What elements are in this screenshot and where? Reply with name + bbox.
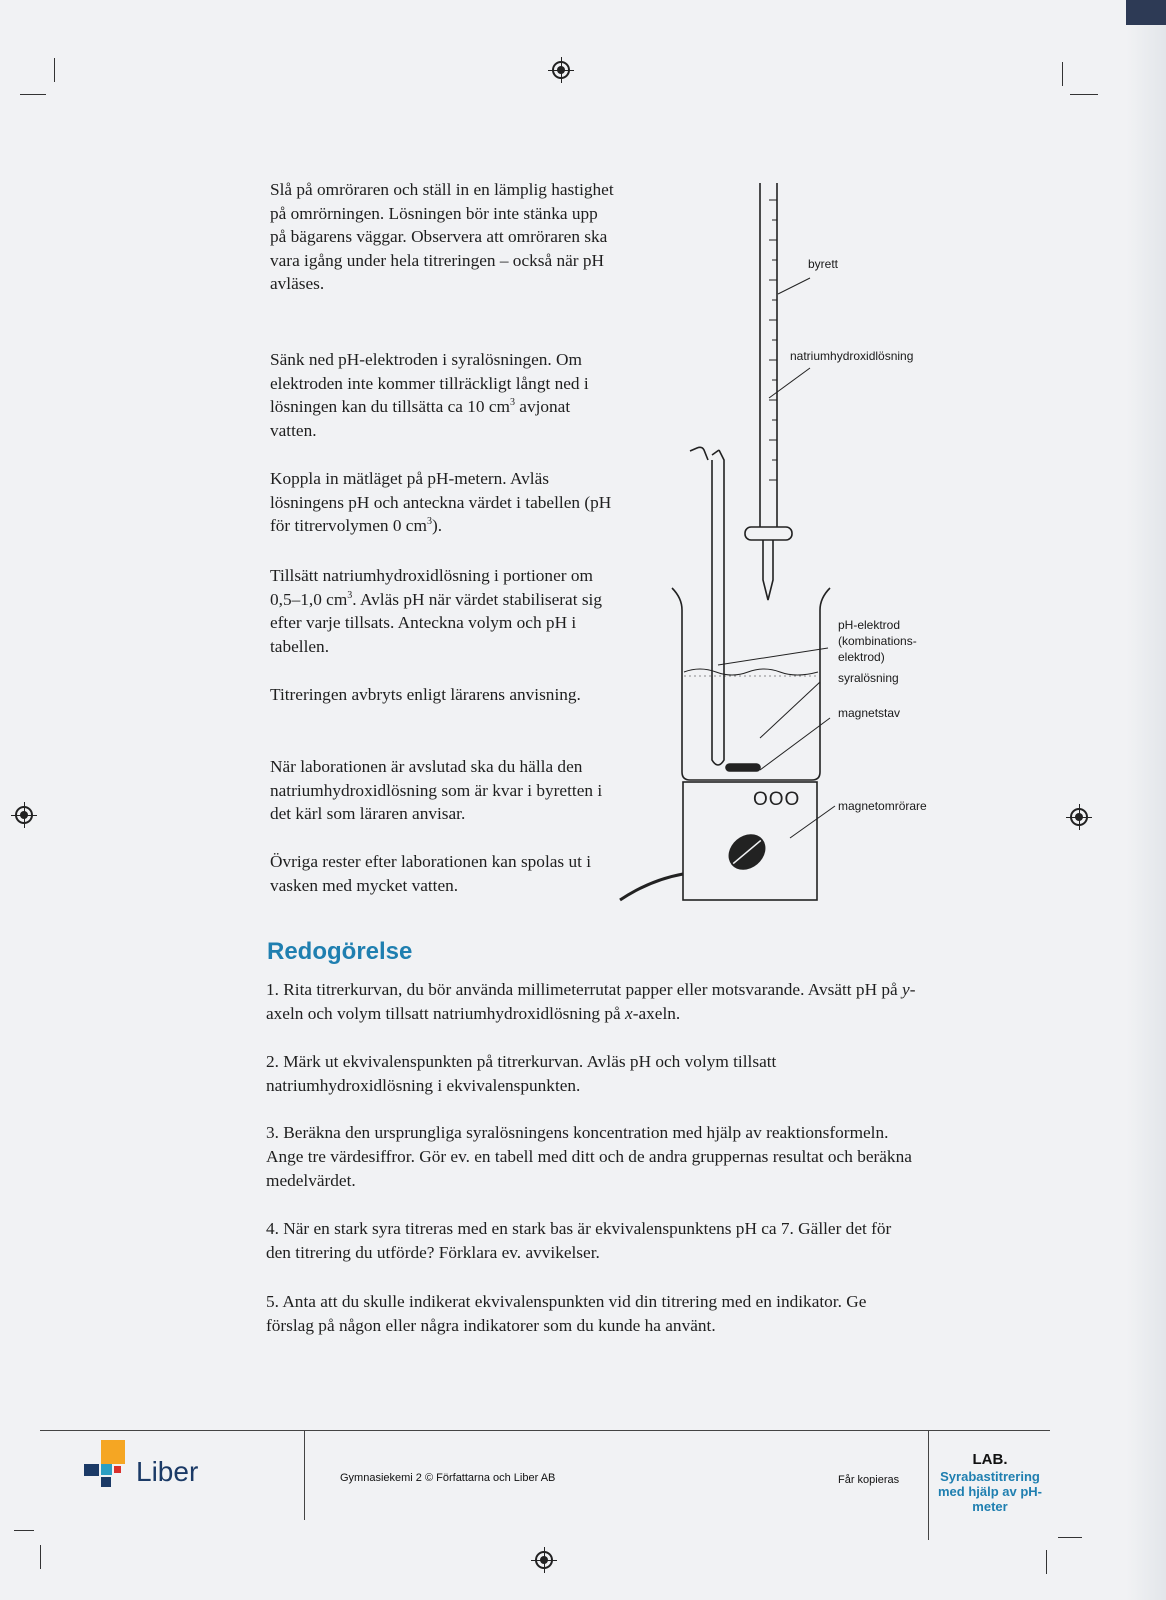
page-edge bbox=[1126, 0, 1166, 1600]
crop-mark bbox=[54, 58, 55, 82]
instruction-waste: Övriga rester efter laborationen kan spolas ut i vasken med mycket vatten. bbox=[270, 852, 592, 895]
crop-mark bbox=[1062, 62, 1063, 86]
burette-stopcock bbox=[745, 527, 792, 540]
label-magnetomrorare: magnetomrörare bbox=[838, 799, 927, 813]
titration-diagram bbox=[600, 170, 850, 910]
instruction-electrode: Sänk ned pH-elektroden i syralösningen. Om elektroden inte kommer tillräckligt långt ned i lösningen kan du tillsätta ca 10 $cm^3$ avjonat vatten. bbox=[270, 350, 589, 440]
instruction-add-naoh: Tillsätt natriumhydroxidlösning i portioner om 0,5–1,0 $cm^3$. Avläs pH när värdet stabiliserat sig efter varje tillsats. Anteckna volym och pH i tabellen. bbox=[270, 566, 602, 656]
crop-mark bbox=[14, 1530, 34, 1531]
registration-mark bbox=[15, 806, 33, 824]
stirrer-buttons: OOO bbox=[753, 789, 801, 810]
registration-mark bbox=[552, 61, 570, 79]
label-syralosning: syralösning bbox=[838, 671, 899, 685]
report-question-2: 2. Märk ut ekvivalenspunkten på titrerkurvan. Avläs pH och volym tillsatt natriumhydroxidlösning i ekvivalenspunkten. bbox=[266, 1052, 777, 1095]
crop-mark bbox=[1046, 1550, 1047, 1574]
crop-mark bbox=[1058, 1537, 1082, 1538]
crop-mark bbox=[1070, 94, 1098, 95]
logo-square-teal bbox=[101, 1464, 112, 1475]
copy-permission: Får kopieras bbox=[838, 1474, 900, 1486]
ph-electrode bbox=[712, 450, 724, 765]
label-byrett: byrett bbox=[808, 257, 839, 271]
acid-solution bbox=[684, 669, 818, 675]
registration-mark bbox=[1070, 808, 1088, 826]
magnetic-stir-bar bbox=[726, 764, 760, 771]
instruction-cleanup: När laborationen är avslutad ska du hälla den natriumhydroxidlösning som är kvar i byretten i det kärl som läraren anvisar. bbox=[270, 757, 603, 824]
label-natriumhydroxidlosning: natriumhydroxidlösning bbox=[790, 349, 914, 363]
lab-label: LAB. bbox=[972, 1451, 1008, 1468]
beaker bbox=[672, 588, 830, 780]
footer-rule bbox=[40, 1430, 1050, 1431]
liber-logo bbox=[84, 1440, 134, 1490]
instruction-ph-meter: Koppla in mätläget på pH-metern. Avläs lösningens pH och anteckna värdet i tabellen (pH för titrervolymen 0 $cm^3$). bbox=[270, 469, 612, 536]
logo-square-orange bbox=[101, 1440, 125, 1464]
report-question-4: 4. När en stark syra titreras med en stark bas är ekvivalenspunktens pH ca 7. Gäller det för den titrering du utförde? Förklara ev. avvikelser. bbox=[266, 1219, 892, 1262]
lab-title: Syrabastitrering med hjälp av pH-meter bbox=[937, 1469, 1043, 1514]
report-question-3: 3. Beräkna den ursprungliga syralösningens koncentration med hjälp av reaktionsformeln. Ange tre värdesiffror. Gör ev. en tabell med ditt och de andra gruppernas resultat och beräkna medelvärdet. bbox=[266, 1123, 912, 1190]
instruction-stop: Titreringen avbryts enligt lärarens anvisning. bbox=[270, 685, 581, 704]
report-question-5: 5. Anta att du skulle indikerat ekvivalenspunkten vid din titrering med en indikator. Ge förslag på någon eller några indikatorer som du kunde ha använt. bbox=[266, 1292, 867, 1335]
logo-square-navy-small bbox=[101, 1477, 111, 1487]
report-question-1: 1. Rita titrerkurvan, du bör använda millimeterrutat papper eller motsvarande. Avsätt pH på y-axeln och volym tillsatt natriumhydroxidlösning på x-axeln. bbox=[266, 980, 916, 1023]
logo-square-navy bbox=[84, 1464, 99, 1476]
page-edge-shadow bbox=[1126, 0, 1166, 25]
footer-divider bbox=[304, 1430, 305, 1520]
crop-mark bbox=[40, 1545, 41, 1569]
footer-divider bbox=[928, 1430, 929, 1540]
label-ph-elektrod: pH-elektrod (kombinations- elektrod) bbox=[838, 618, 917, 664]
report-heading: Redogörelse bbox=[267, 938, 413, 965]
label-magnetstav: magnetstav bbox=[838, 706, 901, 720]
registration-mark bbox=[535, 1551, 553, 1569]
publisher-name: Liber bbox=[136, 1456, 199, 1487]
instruction-stirrer: Slå på omröraren och ställ in en lämplig hastighet på omrörningen. Lösningen bör inte stänka upp på bägarens väggar. Observera att omröraren ska vara igång under hela titreringen – också när pH avläses. bbox=[270, 180, 614, 294]
burette bbox=[760, 183, 777, 512]
logo-square-red bbox=[114, 1466, 121, 1473]
copyright-text: Gymnasiekemi 2 © Författarna och Liber AB bbox=[340, 1472, 556, 1484]
power-cable bbox=[620, 874, 683, 900]
burette-scale bbox=[769, 200, 777, 480]
crop-mark bbox=[20, 94, 46, 95]
